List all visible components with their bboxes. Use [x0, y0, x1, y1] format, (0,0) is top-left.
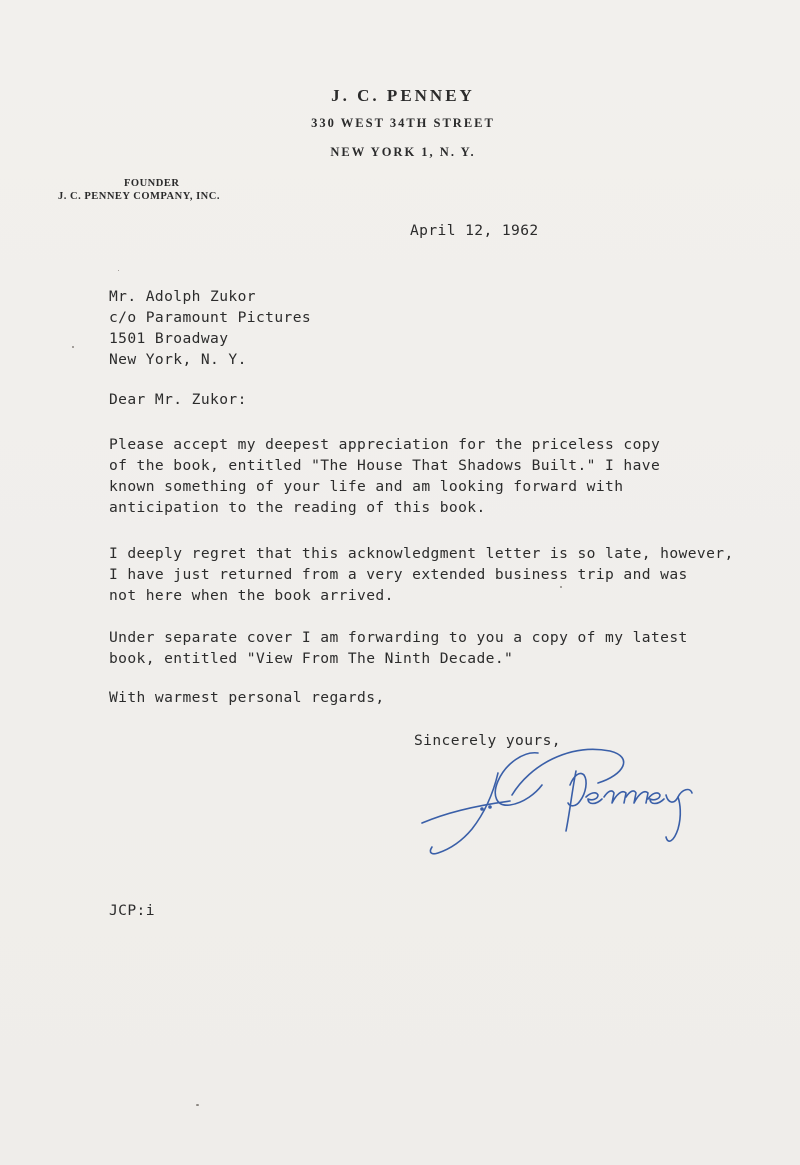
- paper-speck: [118, 270, 119, 271]
- paper-speck: [560, 586, 562, 588]
- recipient-address: [109, 286, 311, 370]
- letterhead-street: 330 WEST 34TH STREET: [311, 116, 495, 130]
- letterhead-title: FOUNDER: [124, 178, 180, 189]
- paragraph-line: Please accept my deepest appreciation for the priceless copy: [109, 436, 661, 453]
- paragraph-line: anticipation to the reading of this book.: [109, 499, 486, 516]
- letter-date: April 12, 1962: [410, 222, 539, 239]
- paragraph-line: I deeply regret that this acknowledgment letter is so late, however,: [109, 545, 734, 562]
- letterhead-city: NEW YORK 1, N. Y.: [330, 145, 476, 159]
- paragraph-line: Under separate cover I am forwarding to you a copy of my latest: [109, 629, 688, 646]
- paragraph-2: [109, 543, 734, 606]
- paragraph-line: book, entitled "View From The Ninth Decade.": [109, 650, 514, 667]
- salutation: Dear Mr. Zukor:: [109, 391, 247, 408]
- letterhead-company: J. C. PENNEY COMPANY, INC.: [58, 191, 220, 202]
- paragraph-line: I have just returned from a very extended business trip and was: [109, 566, 688, 583]
- recipient-line: New York, N. Y.: [109, 351, 247, 368]
- sign-off: Sincerely yours,: [414, 732, 561, 749]
- signature: [420, 745, 750, 865]
- closing: With warmest personal regards,: [109, 689, 385, 706]
- recipient-line: Mr. Adolph Zukor: [109, 288, 256, 305]
- recipient-line: 1501 Broadway: [109, 330, 229, 347]
- recipient-line: c/o Paramount Pictures: [109, 309, 312, 326]
- paragraph-3: [109, 627, 688, 669]
- paragraph-line: known something of your life and am looking forward with: [109, 478, 624, 495]
- letterhead-name: J. C. PENNEY: [331, 86, 475, 105]
- paragraph-line: of the book, entitled "The House That Shadows Built." I have: [109, 457, 661, 474]
- typist-initials: JCP:i: [109, 902, 155, 919]
- paper-speck: [72, 346, 74, 348]
- paragraph-1: [109, 434, 660, 518]
- paragraph-line: not here when the book arrived.: [109, 587, 394, 604]
- paper-speck: [196, 1104, 199, 1106]
